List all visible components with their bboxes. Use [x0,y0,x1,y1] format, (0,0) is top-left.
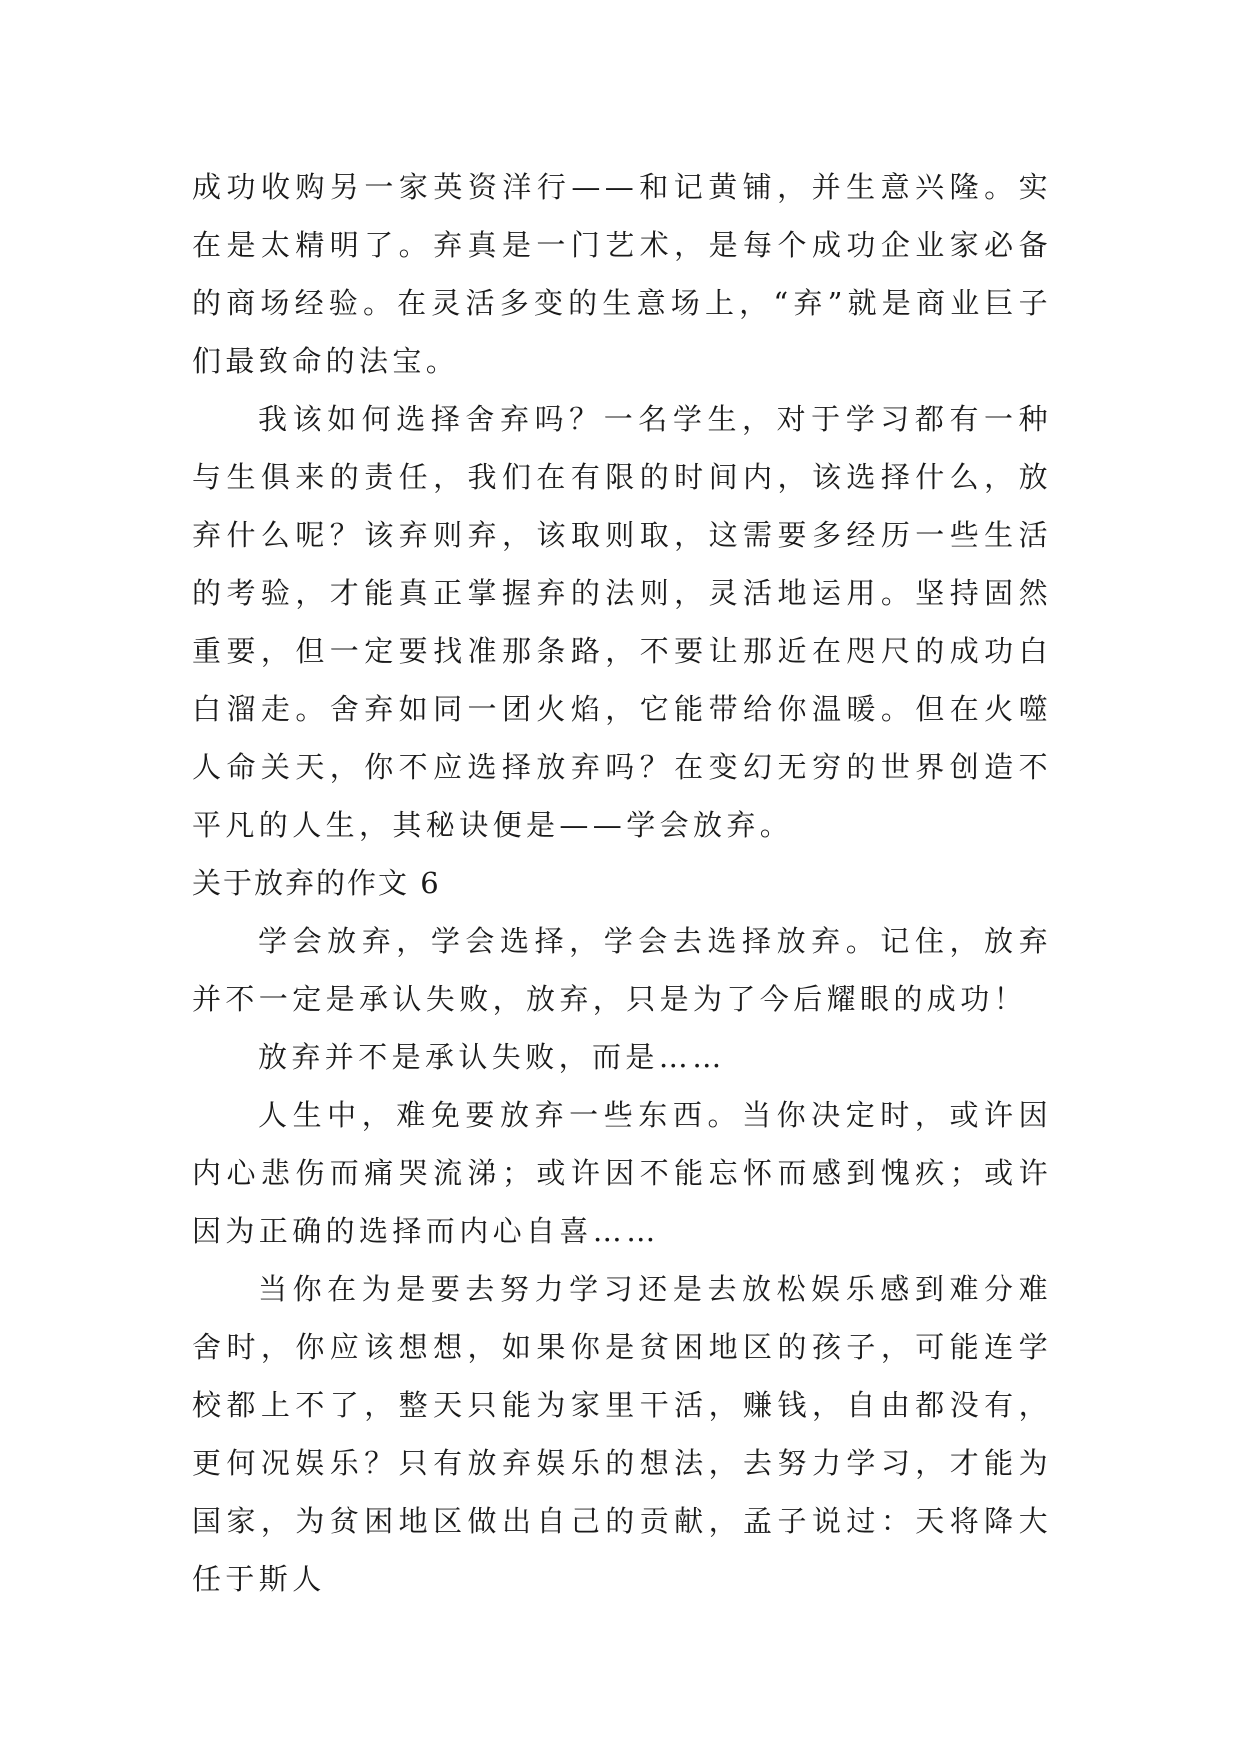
paragraph-2: 我该如何选择舍弃吗？一名学生，对于学习都有一种与生俱来的责任，我们在有限的时间内，该选择什么，放弃什么呢？该弃则弃，该取则取，这需要多经历一些生活的考验，才能真正掌握弃的法则，灵活地运用。坚持固然重要，但一定要找准那条路，不要让那近在咫尺的成功白白溜走。舍弃如同一团火焰，它能带给你温暖。但在火噬人命关天，你不应选择放弃吗？在变幻无穷的世界创造不平凡的人生，其秘诀便是——学会放弃。 [192,402,1052,842]
document-body [192,158,1052,1608]
paragraph-6: 当你在为是要去努力学习还是去放松娱乐感到难分难舍时，你应该想想，如果你是贫困地区的孩子，可能连学校都上不了，整天只能为家里干活，赚钱，自由都没有，更何况娱乐？只有放弃娱乐的想法，去努力学习，才能为国家，为贫困地区做出自己的贡献，孟子说过：天将降大任于斯人 [192,1272,1052,1596]
paragraph-1: 成功收购另一家英资洋行——和记黄铺，并生意兴隆。实在是太精明了。弃真是一门艺术，是每个成功企业家必备的商场经验。在灵活多变的生意场上，“弃”就是商业巨子们最致命的法宝。 [192,170,1052,378]
paragraph-3: 学会放弃，学会选择，学会去选择放弃。记住，放弃并不一定是承认失败，放弃，只是为了今后耀眼的成功！ [192,924,1052,1016]
paragraph-5: 人生中，难免要放弃一些东西。当你决定时，或许因内心悲伤而痛哭流涕；或许因不能忘怀而感到愧疚；或许因为正确的选择而内心自喜…… [192,1098,1052,1248]
section-heading: 关于放弃的作文 6 [192,866,441,900]
paragraph-4: 放弃并不是承认失败，而是…… [258,1040,726,1074]
